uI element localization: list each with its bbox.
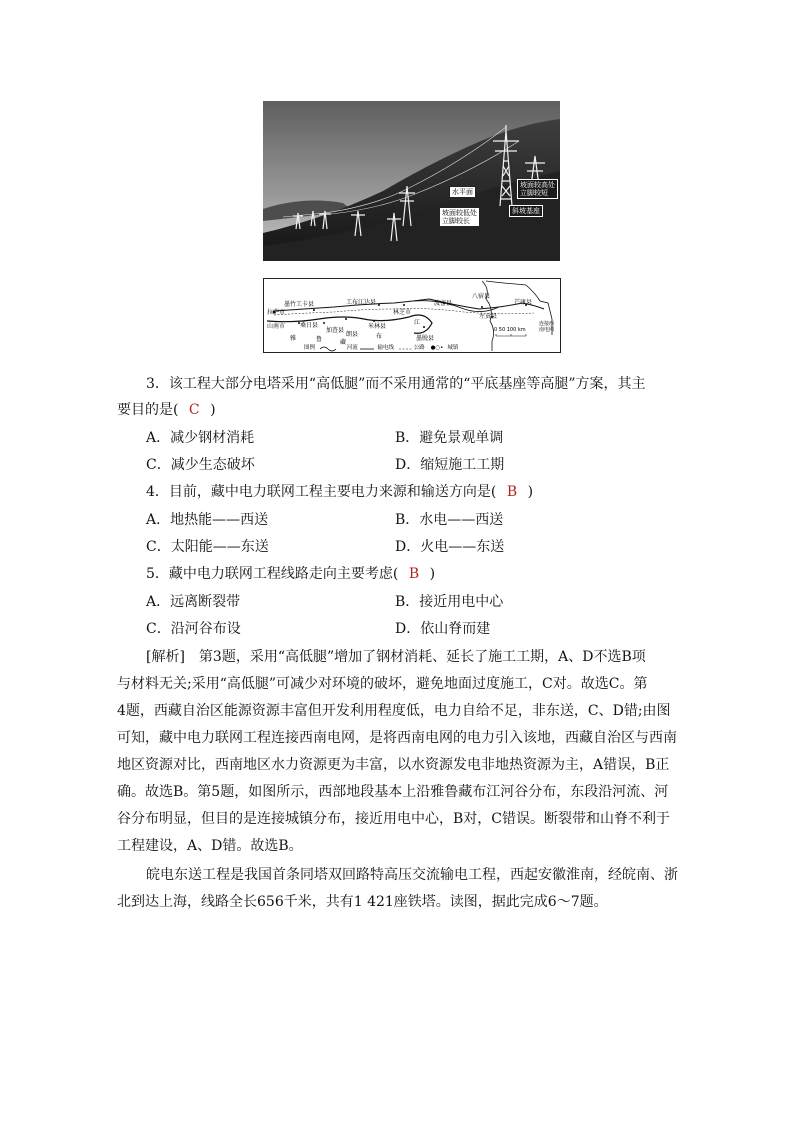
tower-photo bbox=[263, 101, 560, 261]
q5-stem bbox=[146, 564, 435, 584]
q3-stem-line1: 3．该工程大部分电塔采用“高低腿”而不采用通常的“平底基座等高腿”方案，其主 bbox=[146, 376, 646, 392]
map-label-maizhokunggar: 墨竹工卡县 bbox=[284, 301, 315, 308]
label-horizontal-plane: 水平面 bbox=[449, 186, 476, 198]
analysis-line: 确。故选B。第5题，如图所示，西部地段基本上沿雅鲁藏布江河谷分布，东段沿河流、河 bbox=[117, 784, 669, 800]
map-label-nyingchi: 林芝市 bbox=[393, 309, 412, 316]
map-label-river-4: 布 bbox=[376, 333, 383, 340]
map-label-bomi: 波密县 bbox=[434, 300, 453, 307]
tower-photo-illustration bbox=[263, 101, 560, 261]
analysis-line: 可知，藏中电力联网工程连接西南电网，是将西南电网的电力引入该地，西藏自治区与西南 bbox=[117, 730, 677, 746]
route-map-lines bbox=[264, 279, 560, 352]
q5-stem-prefix: 5．藏中电力联网工程线路走向主要考虑( bbox=[146, 566, 399, 582]
map-label-medog: 墨脱县 bbox=[416, 335, 435, 342]
map-label-shannan: 山南市 bbox=[267, 323, 286, 330]
map-label-river-1: 雅 bbox=[290, 335, 297, 342]
legend-river: 河流 bbox=[346, 345, 358, 351]
map-label-zogang: 左贡县 bbox=[479, 313, 498, 320]
legend-road: 公路 bbox=[413, 345, 425, 351]
q4-stem-suffix: ) bbox=[527, 484, 534, 500]
map-label-southwest-grid: 连接西 南电网 bbox=[539, 321, 555, 333]
map-label-gongbogyamda: 工布江达县 bbox=[346, 299, 377, 306]
q5-option-c: C．沿河谷布设 bbox=[146, 621, 241, 637]
map-label-lang: 朗县 bbox=[346, 331, 359, 338]
legend-town: 城镇 bbox=[447, 345, 459, 351]
map-label-river-2: 鲁 bbox=[316, 336, 323, 343]
legend-powerline: 输电线 bbox=[377, 345, 395, 351]
analysis-line: [解析] 第3题，采用“高低腿”增加了钢材消耗、延长了施工工期，A、D不选B项 bbox=[146, 649, 646, 665]
map-label-river-3: 藏 bbox=[340, 339, 347, 346]
intro-line: 皖电东送工程是我国首条同塔双回路特高压交流输电工程，西起安徽淮南，经皖南、浙 bbox=[146, 867, 678, 883]
q4-stem-prefix: 4．目前，藏中电力联网工程主要电力来源和输送方向是( bbox=[146, 484, 497, 500]
q5-stem-suffix: ) bbox=[429, 566, 436, 582]
analysis-line: 与材料无关;采用“高低腿”可减少对环境的破坏，避免地面过度施工，C对。故选C。第 bbox=[117, 676, 648, 692]
map-label-markam: 芒康县 bbox=[514, 299, 533, 306]
q4-stem bbox=[146, 482, 533, 502]
label-slope-base: 斜坡基座 bbox=[509, 205, 543, 217]
analysis-line: 4题，西藏自治区能源资源丰富但开发利用程度低，电力自给不足，非东送，C、D错;由图 bbox=[117, 703, 671, 719]
label-low-slope: 坡面较低处 立脚较长 bbox=[439, 207, 480, 227]
analysis-line: 谷分布明显，但目的是连接城镇分布，接近用电中心，B对，C错误。断裂带和山脊不利于 bbox=[117, 811, 670, 827]
intro-line: 北到达上海，线路全长656千米，共有1 421座铁塔。读图，据此完成6～7题。 bbox=[117, 894, 608, 910]
label-high-slope: 坡面较高处 立脚较短 bbox=[517, 179, 558, 199]
map-label-mainling: 米林县 bbox=[368, 323, 387, 330]
q5-option-b: B．接近用电中心 bbox=[395, 594, 504, 610]
legend-title: 图例 bbox=[304, 345, 316, 351]
q3-stem-suffix: ) bbox=[210, 402, 216, 418]
analysis-line: 工程建设，A、D错。故选B。 bbox=[117, 838, 303, 854]
analysis-line: 地区资源对比，西南地区水力资源更为丰富，以水资源发电非地热资源为主，A错误，B正 bbox=[117, 757, 670, 773]
legend-town-icon: ●○• bbox=[430, 345, 444, 351]
route-map bbox=[263, 278, 561, 353]
q4-option-d: D．火电——东送 bbox=[395, 539, 505, 555]
q5-answer: B bbox=[408, 566, 420, 582]
q3-option-a: A．减少钢材消耗 bbox=[146, 430, 255, 446]
map-scale: 0 50 100 km bbox=[494, 327, 526, 333]
q3-option-d: D．缩短施工工期 bbox=[395, 457, 505, 473]
q4-option-c: C．太阳能——东送 bbox=[146, 539, 269, 555]
map-legend bbox=[304, 343, 462, 351]
q3-answer: C bbox=[188, 402, 200, 418]
q3-stem-prefix: 要目的是( bbox=[117, 402, 179, 418]
map-label-baxoi: 八宿县 bbox=[472, 293, 491, 300]
q5-option-d: D．依山脊而建 bbox=[395, 621, 491, 637]
q4-option-b: B．水电——西送 bbox=[395, 512, 504, 528]
q3-stem-line2 bbox=[117, 400, 216, 420]
q4-answer: B bbox=[506, 484, 518, 500]
map-label-gyaca: 加查县 bbox=[326, 327, 345, 334]
map-label-sangri: 桑日县 bbox=[300, 322, 319, 329]
map-label-river-5: 江 bbox=[414, 319, 421, 326]
q3-option-b: B．避免景观单调 bbox=[395, 430, 504, 446]
map-label-lhasa: 拉萨市 bbox=[267, 309, 286, 316]
q3-option-c: C．减少生态破坏 bbox=[146, 457, 255, 473]
q4-option-a: A．地热能——西送 bbox=[146, 512, 269, 528]
q5-option-a: A．远离断裂带 bbox=[146, 594, 241, 610]
